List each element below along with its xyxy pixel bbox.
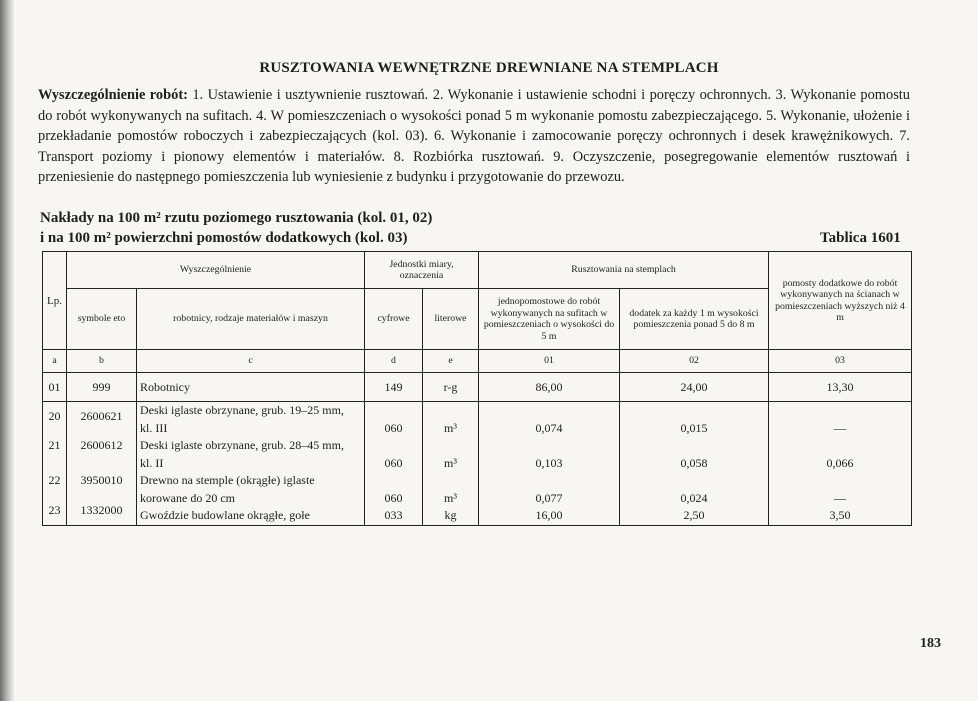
header-lp: Lp. xyxy=(43,252,67,350)
norms-table xyxy=(42,251,912,526)
cell-value-02: 0,015 xyxy=(680,420,708,435)
cell-value-02-stack xyxy=(620,402,769,526)
cell-value-03 xyxy=(772,472,908,490)
cell-value-01 xyxy=(482,402,616,420)
cell-value-02 xyxy=(623,437,765,455)
cell-unit-stack xyxy=(423,402,479,526)
cell-unit xyxy=(426,472,475,490)
cell-lp: 20 xyxy=(48,409,61,424)
cell-value-01-stack xyxy=(479,402,620,526)
cell-value-01: 86,00 xyxy=(479,373,620,402)
cell-unit: m³ xyxy=(444,490,457,505)
header-rusztowania: Rusztowania na stemplach xyxy=(479,252,769,289)
cell-value-03: 3,50 xyxy=(829,508,851,522)
header-jednostki: Jednostki miary, oznaczenia xyxy=(365,252,479,289)
cell-value-01 xyxy=(482,437,616,455)
cell-name-line: Drewno na stemple (okrągłe) iglaste xyxy=(140,473,315,487)
cell-value-03 xyxy=(772,402,908,420)
cell-value-01: 0,077 xyxy=(535,490,563,505)
cell-name-line: korowane do 20 cm xyxy=(140,490,235,505)
header-jednopomostowe: jednopomostowe do robót wykonywanych na sufitach w pomieszczeniach o wysokości do 5 m xyxy=(479,289,620,350)
cell-name: Robotnicy xyxy=(137,373,365,402)
cell-value-02: 24,00 xyxy=(620,373,769,402)
cell-value-02: 0,024 xyxy=(680,490,708,505)
column-letter: 02 xyxy=(620,350,769,373)
cell-symbol: 999 xyxy=(67,373,137,402)
column-letter: a xyxy=(43,350,67,373)
expenditure-heading xyxy=(40,208,470,248)
cell-lp: 22 xyxy=(48,473,61,488)
cell-value-01: 16,00 xyxy=(535,508,563,522)
table-row xyxy=(43,373,912,402)
cell-value-03: 0,066 xyxy=(826,455,854,470)
cell-lp-stack xyxy=(43,402,67,526)
cell-symbol: 1332000 xyxy=(80,503,123,518)
cell-symbol: 2600612 xyxy=(80,438,123,453)
cell-value-02 xyxy=(623,402,765,420)
cell-name-stack xyxy=(137,402,365,526)
cell-unit xyxy=(426,437,475,455)
table-number: Tablica 1601 xyxy=(820,230,901,246)
cell-unit-code: 060 xyxy=(384,455,403,470)
cell-name-line: kl. III xyxy=(140,420,168,435)
cell-symbol: 3950010 xyxy=(80,473,123,488)
work-description-text: 1. Ustawienie i usztywnienie rusztowań. 2. Wykonanie i ustawienie schodni i poręczy ochronnych. 3. Wykonanie pomostu do robót wykonywanych na sufitach. 4. W pomieszczeniach o wysokości ponad 5 m wykonanie pomostu zabezpieczającego. 5. Wykonanie, ułożenie i przekładanie pomostów roboczych i zabezpieczających (kol. 03). 6. Wykonanie i zamocowanie poręczy ochronnych i desek krawężnikowych. 7. Transport poziomy i pionowy elementów i materiałów. 8. Rozbiórka rusztowań. 9. Oczyszczenie, posegregowanie elementów rusztowań i przeniesienie do następnego pomieszczenia lub wyniesienie z budynku i przygotowanie do przewozu. xyxy=(38,87,910,185)
page-title: RUSZTOWANIA WEWNĘTRZNE DREWNIANE NA STEMPLACH xyxy=(259,60,719,76)
cell-value-01: 0,103 xyxy=(535,455,563,470)
cell-lp: 23 xyxy=(48,503,61,518)
cell-value-01: 0,074 xyxy=(535,420,563,435)
cell-value-01 xyxy=(482,472,616,490)
cell-name-line: Deski iglaste obrzynane, grub. 28–45 mm, xyxy=(140,438,344,452)
column-letter: d xyxy=(365,350,423,373)
header-dodatek: dodatek za każdy 1 m wysokości pomieszczenia ponad 5 do 8 m xyxy=(620,289,769,350)
expenditure-heading-line2: i na 100 m² powierzchni pomostów dodatkowych (kol. 03) xyxy=(40,230,408,246)
cell-unit-code xyxy=(368,402,419,420)
header-literowe: literowe xyxy=(423,289,479,350)
page-number: 183 xyxy=(920,636,941,651)
cell-unit-code: 149 xyxy=(365,373,423,402)
column-letter: 01 xyxy=(479,350,620,373)
cell-unit: r-g xyxy=(423,373,479,402)
cell-unit-code xyxy=(368,472,419,490)
cell-unit: m³ xyxy=(444,455,457,470)
header-pomosty: pomosty dodatkowe do robót wykonywanych na ścianach w pomieszczeniach wyższych niż 4 m xyxy=(769,252,912,350)
cell-unit-code: 060 xyxy=(384,420,403,435)
cell-value-03: 13,30 xyxy=(769,373,912,402)
column-letter: e xyxy=(423,350,479,373)
column-letter: 03 xyxy=(769,350,912,373)
column-letter: c xyxy=(137,350,365,373)
cell-unit-code: 060 xyxy=(384,490,403,505)
cell-lp: 21 xyxy=(48,438,61,453)
cell-unit: m³ xyxy=(444,420,457,435)
work-description xyxy=(38,85,910,188)
header-cyfrowe: cyfrowe xyxy=(365,289,423,350)
cell-unit-code-stack xyxy=(365,402,423,526)
materials-rows xyxy=(43,402,912,526)
cell-value-03: — xyxy=(834,420,847,435)
cell-value-02: 0,058 xyxy=(680,455,708,470)
cell-value-03: — xyxy=(834,490,847,505)
header-robocizna: robotnicy, rodzaje materiałów i maszyn xyxy=(137,289,365,350)
cell-symbol: 2600621 xyxy=(80,409,123,424)
cell-name-line: Deski iglaste obrzynane, grub. 19–25 mm, xyxy=(140,403,344,417)
cell-name-line: kl. II xyxy=(140,455,164,470)
header-wyszczegolnienie: Wyszczególnienie xyxy=(67,252,365,289)
cell-unit: kg xyxy=(444,508,457,522)
cell-value-03-stack xyxy=(769,402,912,526)
cell-unit-code: 033 xyxy=(384,508,403,522)
expenditure-heading-line1: Nakłady na 100 m² rzutu poziomego rusztowania (kol. 01, 02) xyxy=(40,210,433,226)
cell-value-02 xyxy=(623,472,765,490)
header-symbole: symbole eto xyxy=(67,289,137,350)
cell-unit xyxy=(426,402,475,420)
cell-unit-code xyxy=(368,437,419,455)
cell-name-line: Gwoździe budowlane okrągłe, gołe xyxy=(140,508,310,522)
cell-value-03 xyxy=(772,437,908,455)
book-spine-shadow xyxy=(0,0,14,701)
cell-symbol-stack xyxy=(67,402,137,526)
column-letter: b xyxy=(67,350,137,373)
work-description-label: Wyszczególnienie robót: xyxy=(38,87,188,103)
cell-value-02: 2,50 xyxy=(683,508,705,522)
cell-lp: 01 xyxy=(43,373,67,402)
